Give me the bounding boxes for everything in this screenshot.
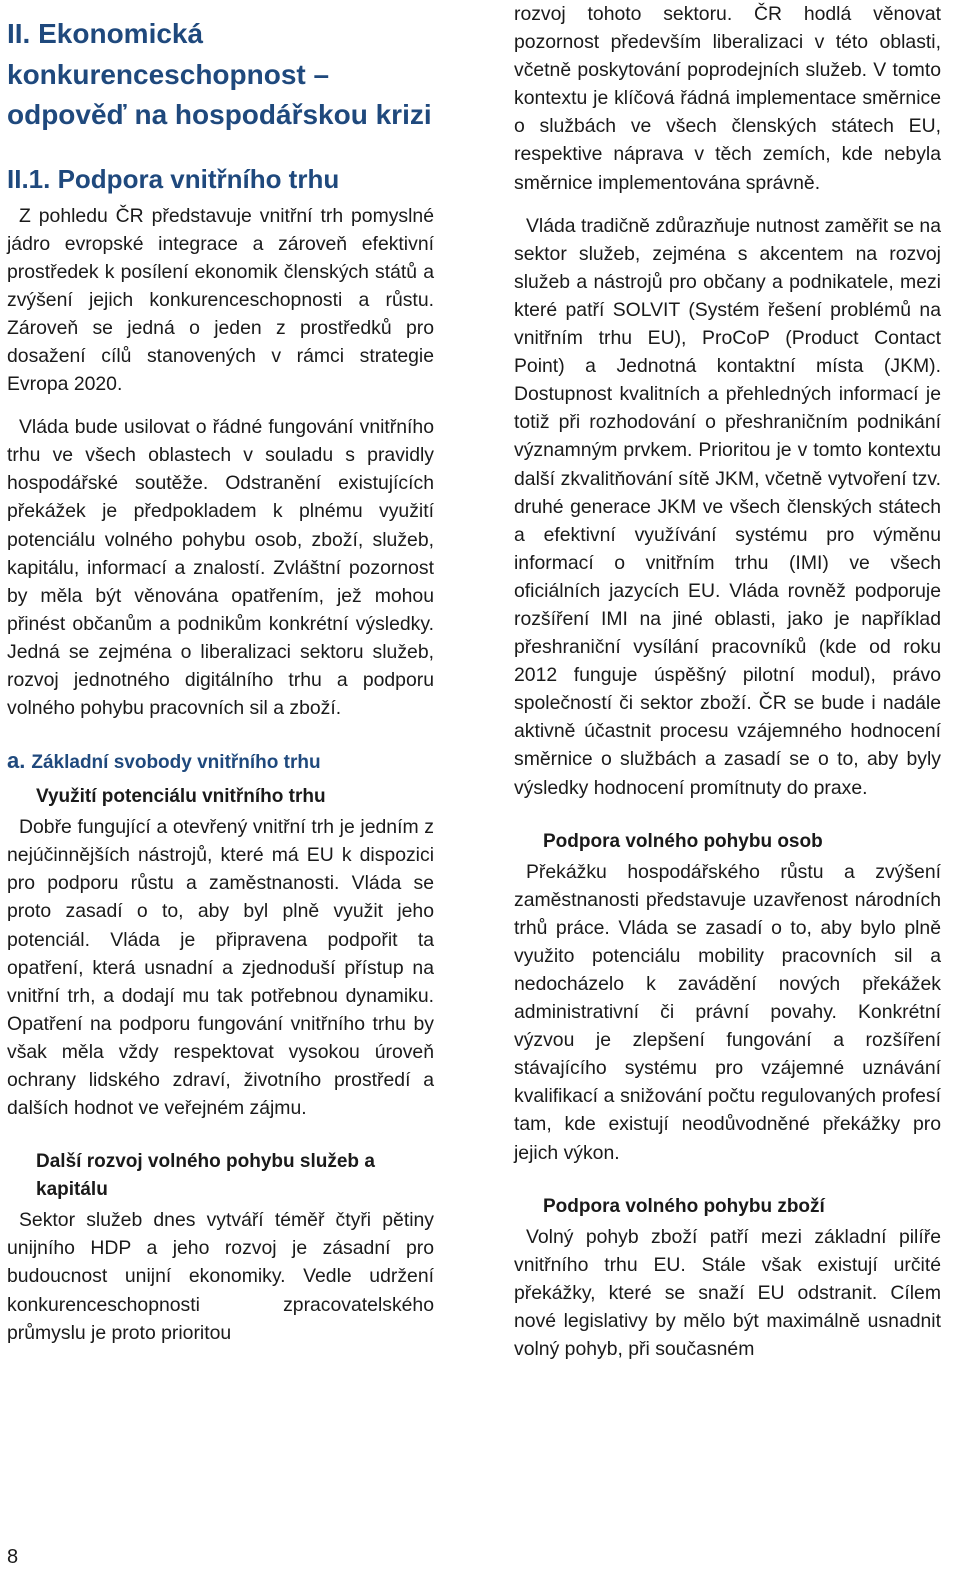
topic-heading-services-capital: Další rozvoj volného pohybu služeb a kapitálu (36, 1151, 375, 1201)
section-heading: II.1. Podpora vnitřního trhu (7, 163, 340, 194)
paragraph-free-movement-persons: Překážku hospodářského růstu a zvýšení zaměstnanosti představuje uzavřenost národních trhů práce. Vláda se zasadí o to, aby bylo plně využito potenciálu mobility pracovních sil a nedocházelo k zavádění nových překážek administrativní či právní povahy. Konkrétní výzvou je zlepšení fungování a rozšíření stávajícího systému pro vzájemné uznávání kvalifikací a snižování počtu regulovaných profesí tam, kde existují neodůvodněné překážky pro jejich výkon. (514, 860, 941, 1164)
paragraph-services-capital: Sektor služeb dnes vytváří téměř čtyři pětiny unijního HDP a jeho rozvoj je zásadní pro budoucnost unijní ekonomiky. Vedle udržení konkurenceschopnosti zpracovatelského průmyslu je proto prioritou (7, 1209, 434, 1344)
subsection-letter: a. (7, 748, 26, 774)
page-number: 8 (7, 1546, 19, 1568)
topic-heading-free-movement-persons: Podpora volného pohybu osob (543, 830, 823, 852)
paragraph-intro: Z pohledu ČR představuje vnitřní trh pomyslné jádro evropské integrace a zároveň efektivní prostředek k posílení ekonomik členských států a zvýšení jejich konkurenceschopnosti a růstu. Zároveň se jedná o jeden z prostředků pro dosažení cílů stanovených v rámci strategie Evropa 2020. (7, 204, 434, 396)
subsection-title: Základní svobody vnitřního trhu (31, 752, 321, 774)
paragraph-internal-market: Dobře fungující a otevřený vnitřní trh je jedním z nejúčinnějších nástrojů, které má EU k dispozici pro podporu růstu a zaměstnanosti. Vláda se proto zasadí o to, aby byl plně využit jeho potenciál. Vláda je připravena podpořit ta opatření, která usnadní a zjednoduší přístup na vnitřní trh, a dodají mu tak potřebnou dynamiku. Opatření na podporu fungování vnitřního trhu by však měla vždy respektovat vysokou úroveň ochrany lidského zdraví, životního prostředí a dalších hodnot ve veřejném zájmu. (7, 816, 434, 1120)
left-column (7, 0, 434, 1347)
topic-heading-free-movement-goods: Podpora volného pohybu zboží (543, 1195, 825, 1217)
paragraph-services-tools: Vláda tradičně zdůrazňuje nutnost zaměřit se na sektor služeb, zejména s akcentem na rozvoj služeb a nástrojů pro občany a podnikatele, mezi které patří SOLVIT (Systém řešení problémů na vnitřním trhu EU), ProCoP (Product Contact Point) a Jednotná kontaktní místa (JKM). Dostupnost kvalitních a přehledných informací je totiž při rozhodování o přeshraničním podnikání významným prvkem. Prioritou je v tomto kontextu další zkvalitňování sítě JKM, včetně vytvoření tzv. druhé generace JKM ve všech členských státech a efektivní využívání systému pro výměnu informací o vnitřním trhu (IMI) ve všech oficiálních jazycích EU. Vláda rovněž podporuje rozšíření IMI na jiné oblasti, jako je například přeshraniční vysílání pracovníků (kde od roku 2012 funguje úspěšný pilotní modul), právo společností či sektor zboží. ČR se bude i nadále aktivně účastnit procesu vzájemného hodnocení směrnice o službách a zasadí se o to, aby byly výsledky hodnocení promítnuty do praxe. (514, 214, 941, 799)
right-column (514, 0, 941, 1363)
paragraph-free-movement-goods: Volný pohyb zboží patří mezi základní pilíře vnitřního trhu EU. Stále však existují určité překážky, které se snaží EU odstranit. Cílem nové legislativy by mělo být maximálně usnadnit volný pohyb, při současném (514, 1225, 941, 1361)
paragraph-government-goals: Vláda bude usilovat o řádné fungování vnitřního trhu ve všech oblastech v souladu s pravidly hospodářské soutěže. Odstranění existujících překážek je předpokladem k plnému využití potenciálu volného pohybu osob, zboží, služeb, kapitálu, informací a znalostí. Zvláštní pozornost by měla být věnována opatřením, jež mohou přinést občanům a podnikům konkrétní výsledky. Jedná se zejména o liberalizaci sektoru služeb, rozvoj jednotného digitálního trhu a podporu volného pohybu pracovních sil a zboží. (7, 416, 434, 720)
paragraph-services-continued: rozvoj tohoto sektoru. ČR hodlá věnovat pozornost především liberalizaci v této oblasti, včetně poskytování poprodejních služeb. V tomto kontextu je klíčová řádná implementace směrnice o službách ve všech členských státech EU, respektive náprava v těch zemích, kde nebyla směrnice implementována správně. (514, 3, 941, 194)
topic-heading-internal-market: Využití potenciálu vnitřního trhu (36, 786, 326, 808)
subsection-heading (7, 749, 434, 775)
chapter-heading: II. Ekonomická konkurenceschopnost – odpověď na hospodářskou krizi (7, 18, 432, 130)
